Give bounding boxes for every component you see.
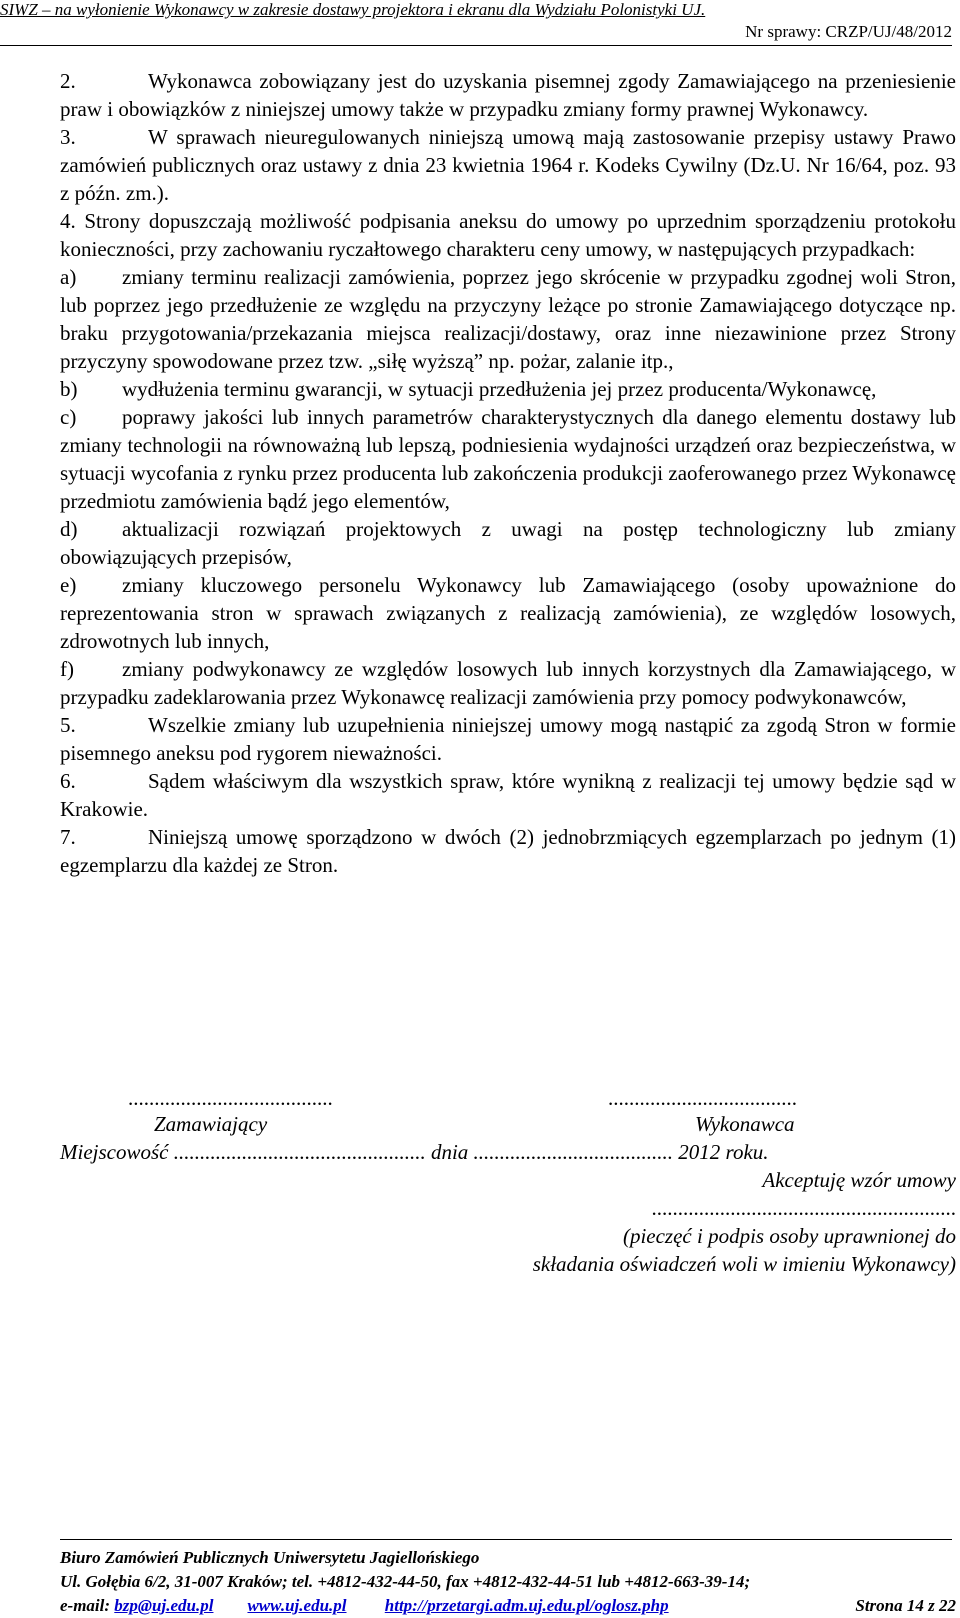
- item-letter: a): [60, 265, 77, 289]
- paragraph-text: Sądem właściwym dla wszystkich spraw, które wynikną z realizacji tej umowy będzie sąd w Krakowie.: [60, 769, 956, 821]
- item-text: aktualizacji rozwiązań projektowych z uwagi na postęp technologiczny lub zmiany obowiązujących przepisów,: [60, 517, 956, 569]
- header-divider: [0, 45, 952, 46]
- paragraph-number: 7.: [60, 825, 76, 849]
- item-text: zmiany kluczowego personelu Wykonawcy lub Zamawiającego (osoby upoważnione do reprezentowania stron w sprawach związanych z realizacją zamówienia), ze względów losowych, zdrowotnych lub innych,: [60, 573, 956, 653]
- contracting-authority-label: Zamawiający: [154, 1112, 268, 1136]
- item-text: zmiany podwykonawcy ze względów losowych lub innych korzystnych dla Zamawiającego, w przypadku zadeklarowania przez Wykonawcę realizacji zamówienia przy pomocy podwykonawców,: [60, 657, 956, 709]
- item-f: [60, 655, 956, 711]
- paragraph-number: 2.: [60, 69, 76, 93]
- paragraph-7: [60, 823, 956, 879]
- paragraph-number: 5.: [60, 713, 76, 737]
- stamp-caption-line-1: (pieczęć i podpis osoby uprawnionej do: [622, 1224, 956, 1248]
- contractor-label: Wykonawca: [695, 1112, 795, 1136]
- paragraph-text: Wykonawca zobowiązany jest do uzyskania pisemnej zgody Zamawiającego na przeniesienie praw i obowiązków z niniejszej umowy także w przypadku zmiany formy prawnej Wykonawcy.: [60, 69, 956, 121]
- signature-line-contracting-authority: .......................................: [128, 1086, 333, 1110]
- item-d: [60, 515, 956, 571]
- paragraph-text: W sprawach nieuregulowanych niniejszą umową mają zastosowanie przepisy ustawy Prawo zamówień publicznych oraz ustawy z dnia 23 kwietnia 1964 r. Kodeks Cywilny (Dz.U. Nr 16/64, poz. 93 z późn. zm.).: [60, 125, 956, 205]
- item-text: zmiany terminu realizacji zamówienia, poprzez jego skrócenie w przypadku zgodnej woli Stron, lub poprzez jego przedłużenie ze względu na przyczyny leżące po stronie Zamawiającego dotyczące np. braku przygotowania/przekazania miejsca realizacji/dostawy, oraz inne niezawinione przez Strony przyczyny spowodowane przez tzw. „siłę wyższą” np. pożar, zalanie itp.,: [60, 265, 956, 373]
- item-letter: d): [60, 517, 78, 541]
- footer-contacts: [60, 1596, 960, 1616]
- paragraph-2: [60, 67, 956, 123]
- item-c: [60, 403, 956, 515]
- paragraph-text: Niniejszą umowę sporządzono w dwóch (2) jednobrzmiących egzemplarzach po jednym (1) egzemplarzu dla każdej ze Stron.: [60, 825, 956, 877]
- item-text: wydłużenia terminu gwarancji, w sytuacji przedłużenia jej przez producenta/Wykonawcę,: [122, 377, 877, 401]
- paragraph-6: [60, 767, 956, 823]
- stamp-signature-line: ..........................................................: [651, 1196, 956, 1220]
- stamp-caption-line-2: składania oświadczeń woli w imieniu Wykonawcy): [532, 1252, 956, 1276]
- footer-address: Ul. Gołębia 6/2, 31-007 Kraków; tel. +4812-432-44-50, fax +4812-432-44-51 lub +4812-663-39-14;: [60, 1572, 751, 1591]
- signature-line-contractor: ....................................: [608, 1086, 797, 1110]
- email-label: e-mail:: [60, 1596, 111, 1615]
- paragraph-number: 6.: [60, 769, 76, 793]
- footer-organization: Biuro Zamówień Publicznych Uniwersytetu Jagiellońskiego: [60, 1548, 480, 1567]
- footer-divider: [60, 1539, 952, 1540]
- paragraph-5: [60, 711, 956, 767]
- place-and-date-line: Miejscowość ................................................ dnia ...................................... 2012 roku.: [60, 1140, 769, 1164]
- case-number: Nr sprawy: CRZP/UJ/48/2012: [745, 22, 952, 41]
- paragraph-text: Wszelkie zmiany lub uzupełnienia niniejszej umowy mogą nastąpić za zgodą Stron w formie pisemnego aneksu pod rygorem nieważności.: [60, 713, 956, 765]
- item-text: poprawy jakości lub innych parametrów charakterystycznych dla danego elementu dostawy lub zmiany technologii na równoważną lub lepszą, podniesienia wydajności urządzeń oraz bezpieczeństwa, w sytuacji wycofania z rynku przez producenta lub zakończenia produkcji zaoferowanego przez Wykonawcę przedmiotu zamówienia bądź jego elementów,: [60, 405, 956, 513]
- item-letter: f): [60, 657, 74, 681]
- accept-template-label: Akceptuję wzór umowy: [762, 1168, 956, 1192]
- document-header-title: SIWZ – na wyłonienie Wykonawcy w zakresie dostawy projektora i ekranu dla Wydziału Polonistyki UJ.: [0, 0, 706, 19]
- paragraph-4: [60, 207, 956, 263]
- paragraph-text: Strony dopuszczają możliwość podpisania aneksu do umowy po uprzednim sporządzeniu protokołu konieczności, przy zachowaniu ryczałtowego charakteru ceny umowy, w następujących przypadkach:: [60, 209, 956, 261]
- item-letter: e): [60, 573, 77, 597]
- paragraph-3: [60, 123, 956, 207]
- page-number: Strona 14 z 22: [855, 1596, 956, 1615]
- website-link[interactable]: www.uj.edu.pl: [247, 1596, 347, 1615]
- item-a: [60, 263, 956, 375]
- item-letter: b): [60, 377, 78, 401]
- item-b: [60, 375, 956, 403]
- paragraph-number: 4.: [60, 209, 76, 233]
- item-e: [60, 571, 956, 655]
- email-link[interactable]: bzp@uj.edu.pl: [114, 1596, 214, 1615]
- item-letter: c): [60, 405, 77, 429]
- contract-body: [60, 67, 956, 879]
- paragraph-number: 3.: [60, 125, 76, 149]
- tender-link[interactable]: http://przetargi.adm.uj.edu.pl/oglosz.php: [384, 1596, 669, 1615]
